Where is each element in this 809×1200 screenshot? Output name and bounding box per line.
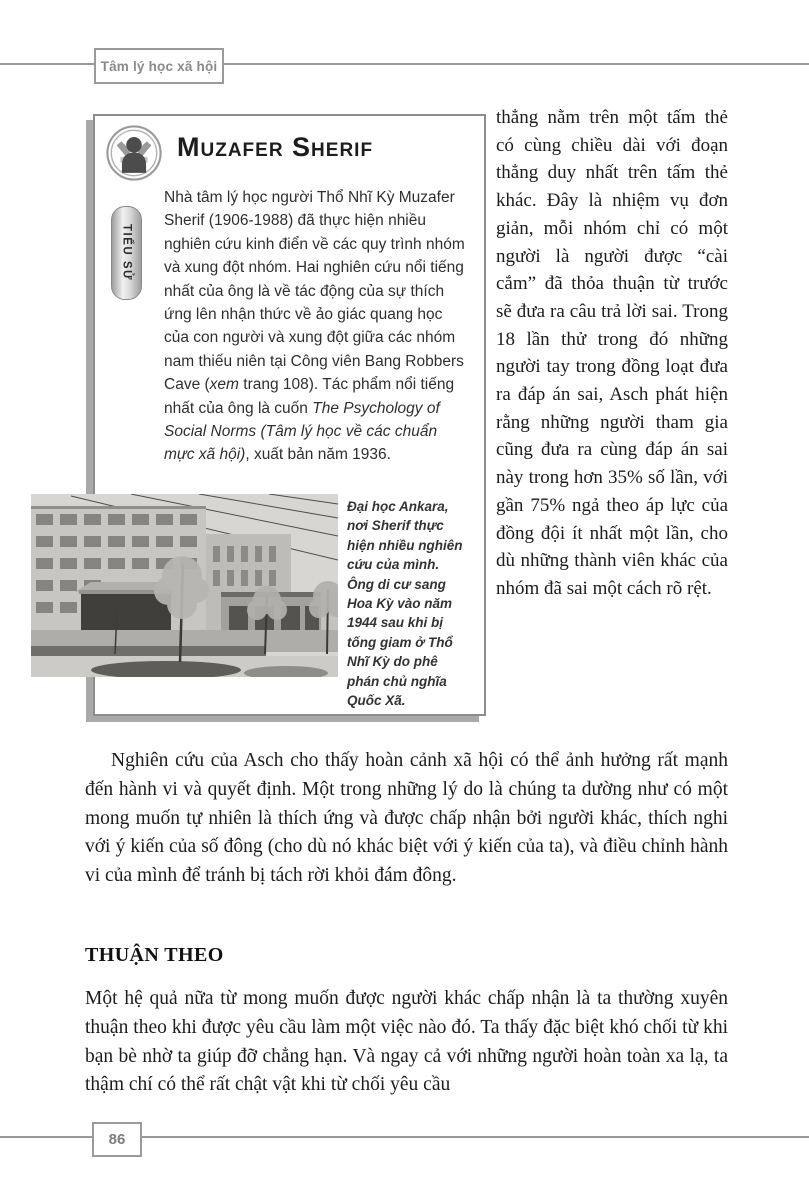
body-paragraph-1: Nghiên cứu của Asch cho thấy hoàn cảnh xã hội có thể ảnh hưởng rất mạnh đến hành vi và quyết định. Một trong những lý do là chúng ta dường như có một mong muốn tự nhiên là thích ứng và được chấp nhận bởi người khác, thích nghi với ý kiến của số đông (cho dù nó khác biệt với ý kiến của ta), và điều chỉnh hành vi của mình để tránh bị tách rời khỏi đám đông. (85, 750, 728, 887)
bio-tag-pill: TIỂU SỬ (111, 206, 142, 300)
running-head-label: Tâm lý học xã hội (100, 58, 218, 74)
page-number: 86 (108, 1131, 126, 1148)
body-paragraph-2: Một hệ quả nữa từ mong muốn được người khác chấp nhận là ta thường xuyên thuận theo khi được yêu cầu làm một việc nào đó. Ta thấy đặc biệt khó chối từ khi bạn bè nhờ ta giúp đỡ chẳng hạn. Và ngay cả với những người hoàn toàn xa lạ, ta thậm chí có thể rất chật vật khi từ chối yêu cầu (85, 988, 728, 1096)
bio-title: Muzafer Sherif (177, 132, 374, 162)
ankara-university-photo (31, 494, 338, 677)
section-heading: THUẬN THEO (85, 944, 224, 966)
person-portrait-icon (105, 124, 163, 182)
bio-text: Nhà tâm lý học người Thổ Nhĩ Kỳ Muzafer Sherif (1906-1988) đã thực hiện nhiều nghiên cứu kinh điển về các quy trình nhóm và xung đột nhóm. Hai nghiên cứu nổi tiếng nhất của ông là về tác động của sự thích ứng lên nhận thức về ảo giác quang học của con người và xung đột giữa các nhóm nam thiếu niên tại Công viên Bang Robbers Cave (xem trang 108). Tác phẩm nổi tiếng nhất của ông là cuốn The Psychology of Social Norms (Tâm lý học về các chuẩn mực xã hội), xuất bản năm 1936. (164, 189, 465, 464)
running-head (94, 48, 224, 84)
page-number-box (92, 1122, 142, 1157)
right-column-text: thẳng nằm trên một tấm thẻ có cùng chiều dài với đoạn thẳng duy nhất trên tấm thẻ khác. Đây là nhiệm vụ đơn giản, mỗi nhóm chỉ có một người là người được “cài cắm” đã thỏa thuận từ trước sẽ đưa ra câu trả lời sai. Trong 18 lần thử trong đó những người tay trong đồng loạt đưa ra đáp án sai, Asch phát hiện rằng những người tham gia cũng đưa ra cùng đáp án sai này trong hơn 35% số lần, với gần 75% ngả theo áp lực của đồng đội ít nhất một lần, cho dù những thành viên khác của nhóm đã sai một cách rõ rệt. (496, 107, 728, 599)
photo-caption: Đại học Ankara, nơi Sherif thực hiện nhiều nghiên cứu của mình. Ông di cư sang Hoa Kỳ vào năm 1944 sau khi bị tống giam ở Thổ Nhĩ Kỳ do phê phán chủ nghĩa Quốc Xã. (347, 499, 463, 709)
